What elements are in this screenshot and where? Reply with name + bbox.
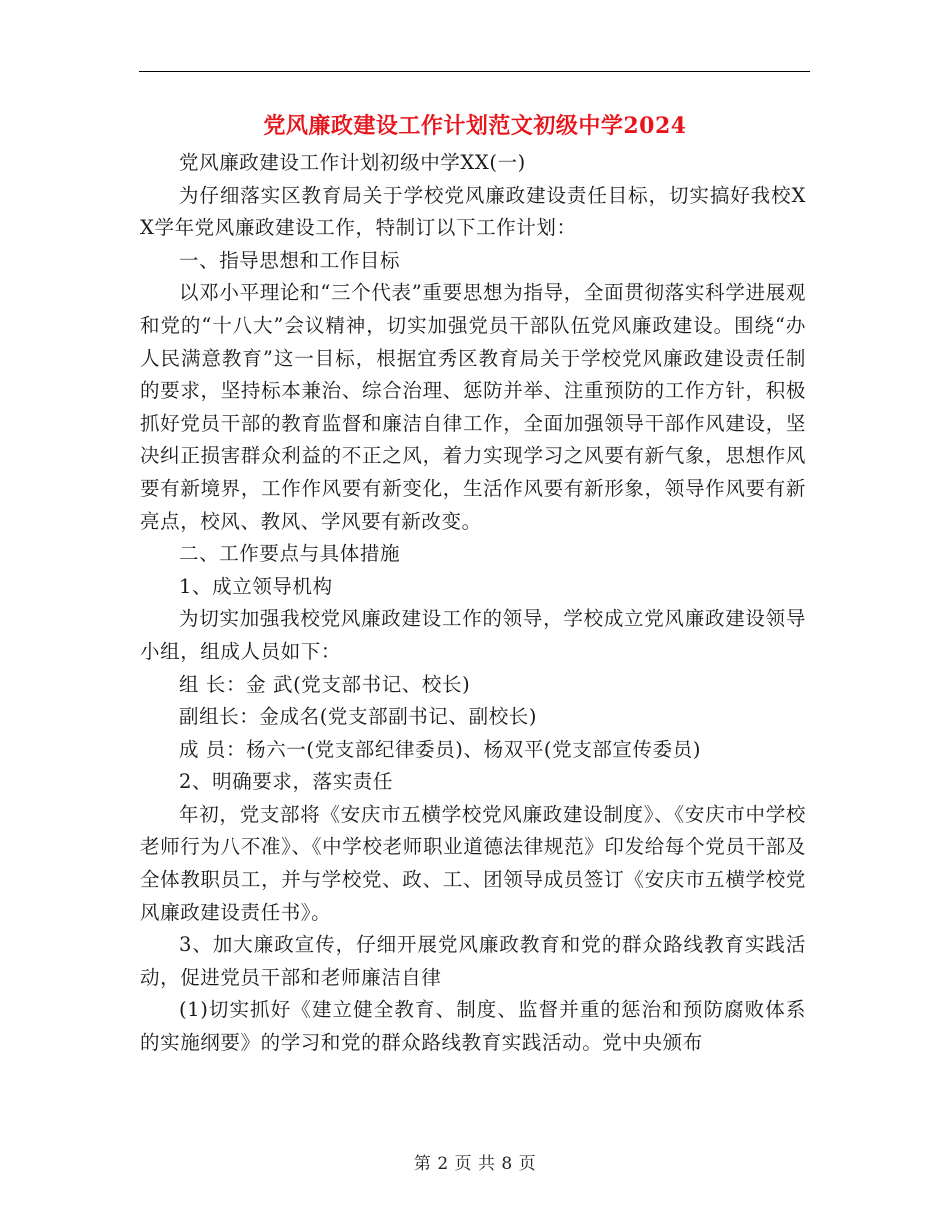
paragraph-subitem-1: (1)切实抓好《建立健全教育、制度、监督并重的惩治和预防腐败体系的实施纲要》的学习和党的群众路线教育实践活动。党中央颁布 [140,998,806,1055]
paragraph-leadership: 为切实加强我校党风廉政建设工作的领导，学校成立党风廉政建设领导小组，组成人员如下： [140,607,806,663]
paragraph-subtitle: 党风廉政建设工作计划初级中学XX(一) [179,151,526,174]
page-number: 第 2 页 共 8 页 [413,1154,537,1174]
paragraph-intro: 为仔细落实区教育局关于学校党风廉政建设责任目标，切实搞好我校XX学年党风廉政建设工作，特制订以下工作计划： [140,183,806,240]
item-heading-3: 3、加大廉政宣传，仔细开展党风廉政教育和党的群众路线教育实践活动，促进党员干部和老师廉洁自律 [140,933,806,989]
item-heading-2: 2、明确要求，落实责任 [179,770,394,794]
section-heading-2: 二、工作要点与具体措施 [179,542,401,566]
member-members: 成 员：杨六一(党支部纪律委员)、杨双平(党支部宣传委员) [179,737,702,761]
member-deputy: 副组长：金成名(党支部副书记、副校长) [179,705,538,729]
document-title: 党风廉政建设工作计划范文初级中学2024 [263,113,687,139]
paragraph-guidance: 以邓小平理论和“三个代表”重要思想为指导，全面贯彻落实科学进展观和党的“十八大”会议精神，切实加强党员干部队伍党风廉政建设。围绕“办人民满意教育”这一目标，根据宜秀区教育局关于学校党风廉政建设责任制的要求，坚持标本兼治、综合治理、惩防并举、注重预防的工作方针，积极抓好党员干部的教育监督和廉洁自律工作，全面加强领导干部作风建设，坚决纠正损害群众利益的不正之风，着力实现学习之风要有新气象，思想作风要有新境界，工作作风要有新变化，生活作风要有新形象，领导作风要有新亮点，校风、教风、学风要有新改变。 [140,281,806,533]
paragraph-responsibility: 年初，党支部将《安庆市五横学校党风廉政建设制度》、《安庆市中学校老师行为八不准》、《中学校老师职业道德法律规范》印发给每个党员干部及全体教职员工，并与学校党、政、工、团领导成员签订《安庆市五横学校党风廉政建设责任书》。 [140,802,806,924]
member-leader: 组 长：金 武(党支部书记、校长) [179,672,471,696]
header-rule [139,71,810,72]
section-heading-1: 一、指导思想和工作目标 [179,248,401,272]
item-heading-1: 1、成立领导机构 [179,574,333,598]
document-body [140,147,806,1060]
